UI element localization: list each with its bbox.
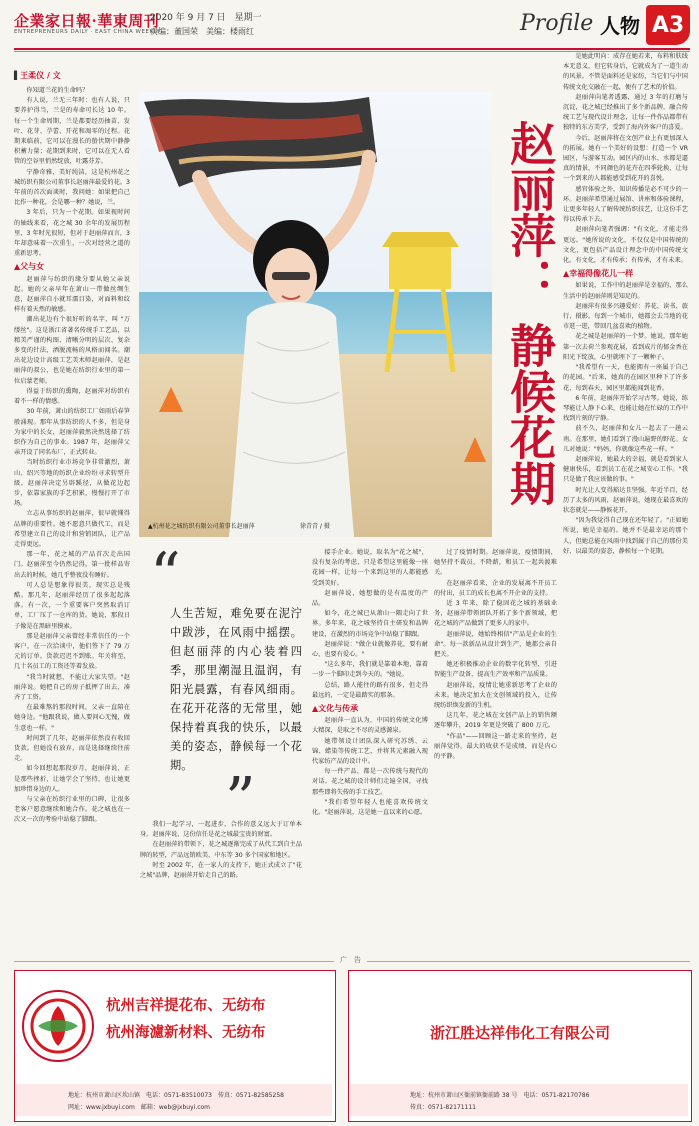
paragraph: 是她此明向：成存在她若来，布料和肤线本无意义，但它转身后，它就成为了一道生动的风景。不管是面料还是家纺，当它们与中国传统文化交融在一起，便有了艺术的价值。 [563,53,688,91]
paragraph: "我希望有一天，也能拥有一座属于自己的花园。"后来，她真的在园区里种下了许多花，每到春天，园区里都能闻到花香。 [563,364,688,392]
paragraph: 宁静奇雅，美好纯洁，这是杭州花之城纺织有限公司董事长赵丽萍最爱的花。3 年前的首次面谈时，我问她：如果把自己比作一种花，会是哪一种？她说，兰。 [14,168,130,207]
paragraph: 当时纺织行业市场竞争非常激烈，萧山、绍兴等地的纺织企业纷纷寻求转型升级。赵丽萍决定另辟蹊径，从做花边起步，依靠家族的手艺积累，慢慢打开了市场。 [14,459,130,508]
paragraph: 感官体验之外，知识传播是必不可少的一环。赵丽萍希望通过展馆、讲座和体验课程，让更多年轻人了解传统纺织技艺，让这份手艺得以传承下去。 [563,185,688,224]
ad-left-address: 地址：杭州市萧山区坎山镇 电话：0571-83510073 传真：0571-82585258 [68,1092,284,1099]
paragraph: 我们一起学习，一起进步，合作的意义远大于订单本身。赵丽萍说，这份信任是花之城最宝贵的财富。 [140,821,302,839]
article-column-3 [312,548,428,948]
article-column-4 [434,548,557,948]
paragraph: 可人总是想象得很美，现实总是残酷。那几年，赵丽萍经历了很多起起落落。有一次，一个重要客户突然取消订单，工厂压了一仓库的货。她说，那段日子像是在黑暗里摸索。 [14,581,130,630]
paragraph: 赵丽萍向笔者透露，通过 3 年的打磨与沉淀，花之城已经推出了多个新品牌，融合传统工艺与现代设计理念，让每一件作品都带有独特的东方美学，受到了海内外客户的喜爱。 [563,93,688,132]
ad-right-address: 地址：杭州市萧山区衙前镇衙前路 38 号 电话：0571-82170786 [410,1092,590,1099]
photo-caption: ▲杭州花之城纺织有限公司董事长赵丽萍 [148,523,255,530]
paragraph: 你知道兰花的生命吗？ [26,87,89,94]
ad-left-contact-strip [16,1084,332,1116]
paragraph: 每一件产品，都是一次传统与现代的对话。花之城的设计师们走遍全国，寻找那些即将失传的手工技艺。 [312,768,428,796]
paragraph: 在赵丽萍的带领下，花之城逐渐完成了从代工到自主品牌的转型，产品远销欧美、中东等 30 多个国家和地区。 [140,841,302,859]
headline-name: 赵丽萍： [503,120,557,304]
paragraph: 得益于纺织的熏陶，赵丽萍对纺织有着不一样的情感。 [14,387,130,406]
paragraph: 30 年前，萧山的纺织工厂如雨后春笋般涌现。那年从事纺织的人不多，但是身为家中的长女，赵丽萍毅然决然选择了纺织作为自己的事业。1987 年，赵丽萍父亲开设了同名布厂，正式转业。 [14,408,130,457]
portrait-photo [139,92,492,537]
paragraph: 前不久，赵丽萍和女儿一起去了一趟云南。在那里，她们看到了漫山遍野的野花。女儿对她说："妈妈，你就像这些花一样。" [563,425,688,453]
open-quote-icon: “ [150,540,181,610]
paragraph: 6 年前，赵丽萍开始学习古琴。她说，练琴能让人静下心来，也能让她在忙碌的工作中找到片刻的宁静。 [563,394,688,423]
paragraph: 接手企业。她说，取名为"花之城"，没有复杂的考虑，只是希望这里能像一座花园一样，让每一个来到这里的人都能感受到美好。 [312,549,428,587]
company-logo-icon [22,990,94,1062]
paragraph: 如今回想起那段岁月，赵丽萍说，正是那些挫折，让她学会了坚持，也让她更加珍惜身边的人。 [14,765,130,793]
paragraph: 赵丽萍说，她想做的是有温度的产品。 [312,589,428,608]
ad-right-fax: 传真：0571-82171111 [410,1104,476,1111]
ad-right-contact-strip [350,1084,688,1116]
paragraph: 时至 2002 年，在一家人的支持下，她正式成立了"花之城"品牌，赵丽萍开始走自己的路。 [140,861,302,880]
headline-subtitle: 静候花期 [503,322,557,506]
paragraph: 潮出花边有个很好听的名字，叫 "万缕丝"。这是浙江省著名传统手工艺品，以精美严谨的构图、清晰分明的层次、复杂多变的针法，洒脱流畅的风格而闻名。潮出花边设计高级工艺美术师赵丽萍，是赵丽萍的叔公，也是她在纺织行业里的第一位启蒙老师。 [14,316,130,385]
paragraph: 今后，赵丽萍将在文创产业上有更加深入的拓展。她有一个美好的设想：打造一个 VR 园区，与游客互动。园区内的山水、水都是逼真的情景，不同颜色的花卉在四季轮换，让每一个到来的人都能感受到花开的喜悦。 [563,134,688,183]
paragraph: 有人说，兰无三年时：也有人说，只要养护得当，兰是的寿命可长达 10 年。每一个生命周期，兰是都要经历抽苗、发叶、花芽、孕蕾、开花和凋零的过程。花期来临前，它可以在漫长的蛰伏期中静静积蓄力量；花期到来时，它可以在无人看管的空谷里悄然绽放，吐露芬芳。 [14,97,130,166]
paragraph: 在赵丽萍看来，企业的发展离不开员工的付出，员工的成长也离不开企业的支持。 [434,579,557,597]
photo-credit: 徐青青 / 摄 [300,523,330,530]
paragraph: 时间到了几年，赵丽萍依然没有收回货款。但她没有放弃，而是选择继续往前走。 [14,734,130,763]
paragraph: 她还积极推动企业的数字化转型，引进智能生产设备，提高生产效率和产品质量。 [434,661,557,679]
ad-left-web: 网址：www.jxbuyi.com 邮箱：web@jxbuyi.com [68,1104,211,1111]
paragraph: 那一年，花之城的产品首次走出国门。赵丽萍至今仍然记得，第一批样品寄出去的时候，她几乎整夜没有睡好。 [14,551,130,579]
paragraph: 近 3 年来，除了稳固花之城的基础业务，赵丽萍带领团队开拓了多个新领域，把花之城的产品做到了更多人的家中。 [434,600,557,628]
paragraph: 赵丽萍说，她最大的幸福，就是看到家人健康快乐，看到员工在花之城安心工作。"我只是做了我应该做的事。" [563,455,688,484]
paragraph: 赵丽萍说："做企业就像养花，要有耐心，也要有爱心。" [312,640,428,659]
subheading-happiness: ▲幸福得像花儿一样 [563,269,634,279]
paragraph: 在最难熬的那段时间，父亲一直陪在她身边。"他跟我说，做人要问心无愧，做生意也一样。" [14,704,130,732]
newspaper-brand-en: ENTREPRENEURS DAILY · EAST CHINA WEEKLY [14,29,161,35]
subheading-father-daughter: ▲父与女 [14,262,45,272]
header-rule [14,48,690,50]
paragraph: "因为我觉得自己现在还年轻了。"正如她所说，她是幸福的。她并不是最幸运的那个人，但她总能在风雨中找到属于自己的那份美好，以最美的姿态，静候每一个花期。 [563,517,688,555]
paragraph: 时光让人变得豁达且坚强。年近半百，经历了太多的风雨，赵丽萍说，她现在最喜欢的状态就是——静候花开。 [563,486,688,514]
section-title-en: Profile [520,11,594,36]
ad-label: 广 告 [334,955,367,965]
paragraph: 赵丽萍一直认为，中国的传统文化博大精深，是取之不尽的灵感源泉。 [312,717,428,735]
paragraph: 赵丽萍有很多兴趣爱好：养花、读书、旅行、摄影。每到一个城市，她都会去当地的花市逛一逛，带回几盆喜欢的植物。 [563,302,688,331]
author-byline: ▌王柔仪 / 文 [14,71,61,80]
editors-line: 责编：董国荣 美编：楼雨红 [150,27,254,36]
paragraph: 立志从事纺织的赵丽萍，很早就懂得品牌的重要性。她不愿意只做代工，而是希望建立自己的设计和营销团队，让产品走得更远。 [14,510,130,548]
masthead [0,0,699,52]
paragraph: 过了疫情时期。赵丽萍说，疫情期间，她坚持不裁员、不降薪，和员工一起共渡难关。 [434,549,557,577]
paragraph: "我们希望年轻人也能喜欢传统文化。"赵丽萍说，这是她一直以来的心愿。 [312,798,428,817]
paragraph: 赵丽萍说，她始终相信"产品是企业的生命"。每一款新品从设计到生产，她都会亲自把关。 [434,630,557,659]
paragraph: 赵丽萍与纺织的缘分要从她父亲说起。她的父亲早年在萧山一带做丝绸生意，赵丽萍自小就耳濡目染，对面料和纹样有着天然的敏感。 [14,275,130,314]
page-number-badge: A3 [646,5,690,45]
paragraph: 3 年后，只为一个花期。如果视时间的轴线来看，花之城 30 余年的发展历程里，3 年时光很短，但对于赵丽萍而言，3 年却意味着一次重生，一次对经营之道的重新思考。 [14,209,130,258]
article-column-right [563,52,688,948]
section-title-cn: 人物 [600,14,640,38]
article-column-2-bottom [140,820,302,948]
paragraph: 与父亲在纺织行业里的口碑，让很多老客户愿意继续和她合作。花之城也在一次又一次的考验中站稳了脚跟。 [14,796,130,824]
paragraph: 那是赵丽萍父亲曾经非常信任的一个客户，在一次洽谈中，他们签下了 79 万元的订单。货款迟迟不到账。年关将至，几十名员工的工资还等着发放。 [14,632,130,671]
paragraph: 这几年，花之城在文创产品上的销售额逐年攀升，2019 年更是突破了 800 万元。 [434,712,557,730]
ad-left-headline-2: 杭州海濾新材料、无纺布 [106,1025,266,1041]
paragraph: 她带领设计团队深入研究苏绣、云锦、蜡染等传统工艺，并将其元素融入现代家纺产品的设计中。 [312,737,428,766]
paragraph: 花之城是赵丽萍的一个梦。她说，那年她第一次去荷兰参观花展，看到成片的郁金香在阳光下绽放，心里就埋下了一颗种子。 [563,333,688,361]
paragraph: "这么多年，我们就是靠着本地，靠着一步一个脚印走到今天的。"她说。 [312,661,428,679]
article-column-1 [14,86,130,948]
paragraph: "我当时就想，不能让大家失望。"赵丽萍说。她把自己的房子抵押了出去，凑齐了工资。 [14,673,130,701]
headline [500,120,560,516]
paragraph: "作品"——回顾这一路走来的坚持，赵丽萍觉得，最大的收获不是成绩，而是内心的平静。 [434,732,557,761]
paragraph: 总结，路人能往的路有很多，但走得最远的，一定是最踏实的那条。 [312,681,428,699]
pull-quote: 人生苦短，难免要在泥泞中跋涉，在风雨中摇摆。但赵丽萍的内心装着四季，那里潮湿且温润，有阳光晨露，有春风细雨。在花开花落的无常里，她保持着真我的快乐，以最美的姿态，静候每一个花期。 [170,607,302,772]
ad-left-headline-1: 杭州吉祥提花布、无纺布 [106,998,266,1014]
paragraph: 如今，花之城已从萧山一隅走向了世界。多年来，花之城坚持自主研发和品牌建设，在激烈的市场竞争中站稳了脚跟。 [312,610,428,638]
paragraph: 赵丽萍向笔者强调："有文化，才能走得更远。"她所说的文化，不仅仅是中国传统的文化，更包括产品设计理念中的中国传统文化。有文化，才有传承；有传承，才有未来。 [563,226,688,265]
beach-portrait-illustration [139,92,492,537]
subheading-culture: ▲文化与传承 [312,704,359,714]
ad-right-headline: 浙江胜达祥伟化工有限公司 [430,1024,611,1042]
paragraph: 如果说，工作中的赵丽萍是幸福的，那么生活中的赵丽萍则是知足的。 [563,282,688,300]
issue-date: 2020 年 9 月 7 日 星期一 [150,13,262,23]
paragraph: 赵丽萍说，疫情让她重新思考了企业的未来。她决定加大在文创领域的投入，让传统纺织焕发新的生机。 [434,681,557,710]
close-quote-icon: ” [225,765,256,835]
newspaper-brand: 企業家日報·華東周刊 [14,12,160,30]
